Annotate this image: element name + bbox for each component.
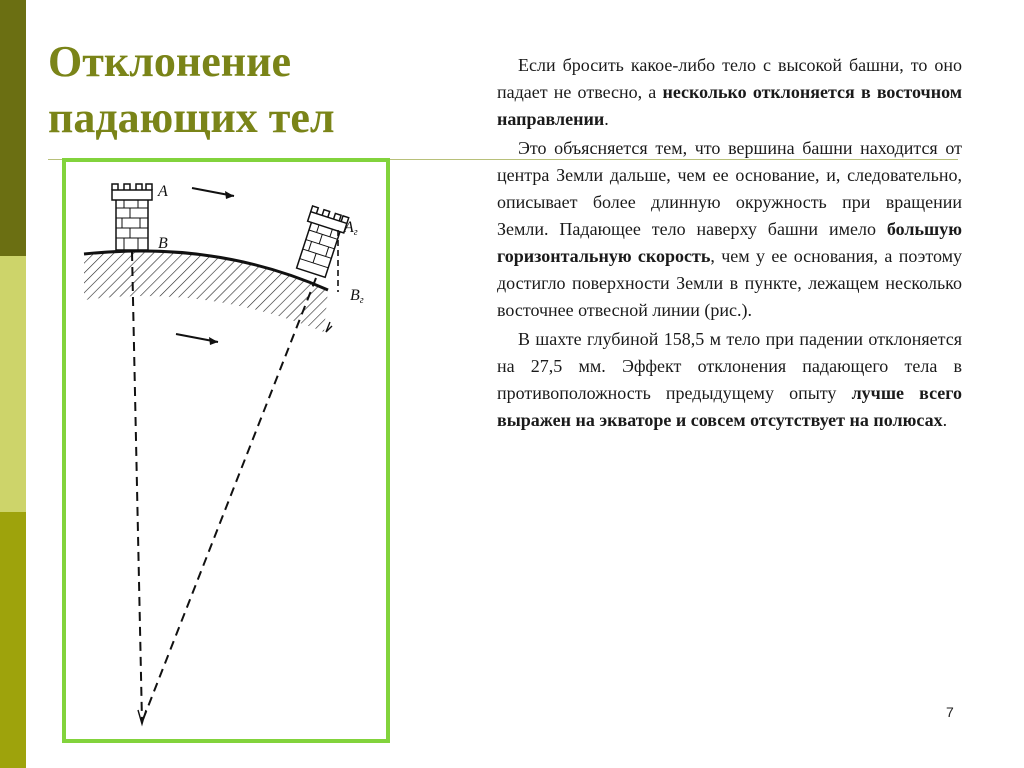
label-b: B xyxy=(158,235,168,252)
paragraph-1: Если бросить какое-либо тело с высокой башни, то оно падает не отвесно, а несколько отклоняется в восточном направлении. xyxy=(497,55,962,129)
tick-mark xyxy=(326,322,332,332)
radius-line-right xyxy=(142,278,316,722)
decor-bar-bottom xyxy=(0,512,26,768)
title-line-2: падающих тел xyxy=(48,93,335,142)
paragraph-2: Это объясняется тем, что вершина башни находится от центра Земли дальше, чем ее основание, и, следовательно, описывает более длинную окружность при вращении Земли. Падающее тело наверху башни имело большую горизонтальную скорость, чем у ее основания, а поэтому достигло поверхности Земли в пункте, лежащем несколько восточнее отвесной линии (рис.). xyxy=(497,138,962,320)
tower-right xyxy=(293,206,349,279)
tower-deflection-figure xyxy=(62,158,390,743)
label-a1: Aг xyxy=(344,219,358,238)
decor-bar-middle xyxy=(0,256,26,512)
label-b1: Bг xyxy=(350,287,364,306)
page-number: 7 xyxy=(946,704,954,720)
earth-surface xyxy=(84,251,328,332)
label-a: A xyxy=(158,183,168,200)
radius-line-left xyxy=(132,252,142,722)
figure-drawing xyxy=(66,162,386,739)
decor-bar-top xyxy=(0,0,26,256)
paragraph-3: В шахте глубиной 158,5 м тело при падении отклоняется на 27,5 мм. Эффект отклонения падающего тела в противоположность предыдущему опыту лучше всего выражен на экваторе и совсем отсутствует на полюсах. xyxy=(497,329,962,430)
tower-left xyxy=(112,184,152,250)
title-line-1: Отклонение xyxy=(48,37,291,86)
body-text xyxy=(497,52,962,436)
slide-title xyxy=(48,34,448,146)
